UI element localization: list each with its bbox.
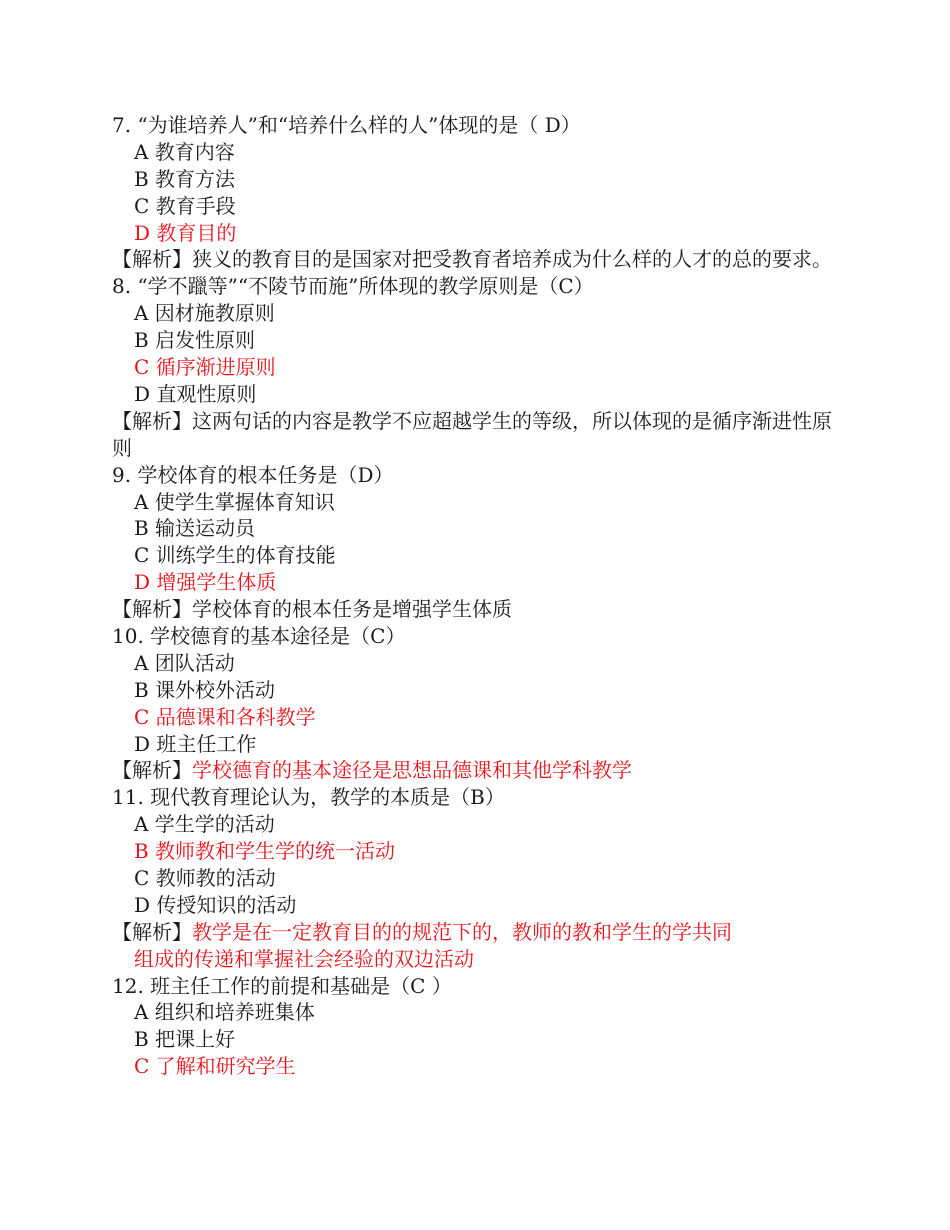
- explanation-text: 这两句话的内容是教学不应超越学生的等级，所以体现的是循序渐进性原则: [112, 408, 832, 460]
- explanation-text: 狭义的教育目的是国家对把受教育者培养成为什么样的人才的总的要求。: [192, 247, 832, 272]
- explanation-text-line1: 教学是在一定教育目的的规范下的，教师的教和学生的学共同: [192, 919, 732, 944]
- question-12-stem: 12. 班主任工作的前提和基础是（C ）: [112, 973, 452, 998]
- explanation-text: 学校德育的基本途径是思想品德课和其他学科教学: [192, 758, 632, 783]
- option-11c: C 教师教的活动: [134, 865, 276, 890]
- explanation-tag: 【解析】: [112, 408, 192, 433]
- option-7b: B 教育方法: [134, 166, 236, 191]
- question-list: [112, 112, 842, 1080]
- option-10d: D 班主任工作: [134, 731, 257, 756]
- explanation-text: 学校体育的根本任务是增强学生体质: [192, 597, 512, 622]
- option-12a: A 组织和培养班集体: [134, 1000, 315, 1025]
- option-11a: A 学生学的活动: [134, 812, 275, 837]
- question-11-stem: 11. 现代教育理论认为，教学的本质是（B）: [112, 785, 505, 810]
- question-10-stem: 10. 学校德育的基本途径是（C）: [112, 623, 406, 648]
- option-7a: A 教育内容: [134, 139, 235, 164]
- question-7-stem: 7. “为谁培养人”和“培养什么样的人”体现的是（ D）: [112, 113, 581, 137]
- option-7d-correct: D 教育目的: [134, 220, 237, 245]
- option-7c: C 教育手段: [134, 193, 236, 218]
- option-8a: A 因材施教原则: [134, 301, 275, 326]
- option-11d: D 传授知识的活动: [134, 892, 297, 917]
- explanation-tag: 【解析】: [112, 247, 192, 272]
- option-10c-correct: C 品德课和各科教学: [134, 704, 316, 729]
- explanation-tag: 【解析】: [112, 758, 192, 783]
- option-9d-correct: D 增强学生体质: [134, 570, 277, 595]
- option-9c: C 训练学生的体育技能: [134, 543, 336, 568]
- explanation-tag: 【解析】: [112, 597, 192, 622]
- option-12b: B 把课上好: [134, 1027, 236, 1052]
- explanation-8: [112, 408, 842, 462]
- option-8d: D 直观性原则: [134, 381, 257, 406]
- option-11b-correct: B 教师教和学生学的统一活动: [134, 839, 396, 864]
- option-9a: A 使学生掌握体育知识: [134, 489, 335, 514]
- option-9b: B 输送运动员: [134, 516, 256, 541]
- explanation-11: [112, 919, 842, 946]
- option-8c-correct: C 循序渐进原则: [134, 355, 276, 380]
- explanation-7: [112, 246, 842, 273]
- question-8-stem: 8. “学不躐等”“不陵节而施”所体现的教学原则是（C）: [112, 274, 594, 299]
- explanation-9: [112, 596, 842, 623]
- option-8b: B 启发性原则: [134, 328, 256, 353]
- explanation-tag: 【解析】: [112, 919, 192, 944]
- option-10a: A 团队活动: [134, 650, 235, 675]
- question-9-stem: 9. 学校体育的根本任务是（D）: [112, 462, 394, 487]
- explanation-10: [112, 757, 842, 784]
- option-10b: B 课外校外活动: [134, 677, 276, 702]
- option-12c-correct: C 了解和研究学生: [134, 1054, 296, 1079]
- explanation-11-continued: 组成的传递和掌握社会经验的双边活动: [134, 946, 474, 971]
